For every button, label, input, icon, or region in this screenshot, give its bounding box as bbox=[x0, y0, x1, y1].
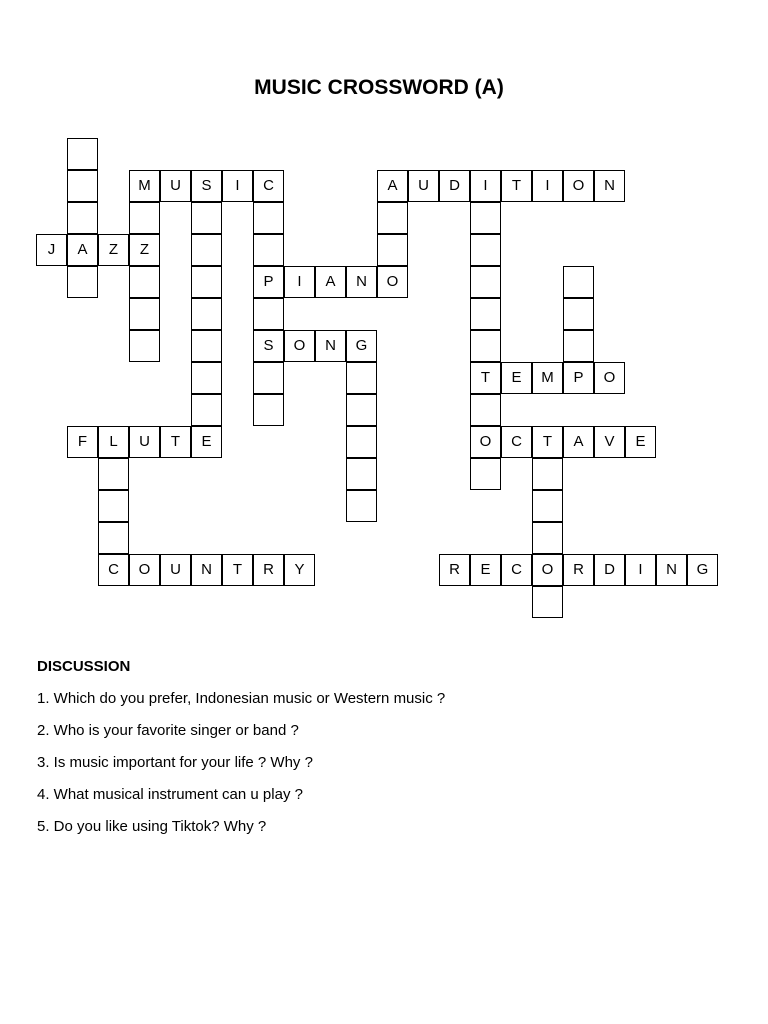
crossword-blank-cell bbox=[346, 362, 377, 394]
crossword-blank-cell bbox=[470, 458, 501, 490]
crossword-letter-cell: U bbox=[129, 426, 160, 458]
crossword-letter-cell: F bbox=[67, 426, 98, 458]
crossword-letter-cell: A bbox=[377, 170, 408, 202]
crossword-letter-cell: U bbox=[160, 170, 191, 202]
crossword-blank-cell bbox=[253, 298, 284, 330]
crossword-letter-cell: P bbox=[563, 362, 594, 394]
crossword-letter-cell: E bbox=[501, 362, 532, 394]
crossword-letter-cell: T bbox=[222, 554, 253, 586]
crossword-blank-cell bbox=[98, 458, 129, 490]
crossword-letter-cell: O bbox=[563, 170, 594, 202]
crossword-blank-cell bbox=[191, 298, 222, 330]
crossword-letter-cell: U bbox=[408, 170, 439, 202]
crossword-letter-cell: I bbox=[625, 554, 656, 586]
crossword-letter-cell: O bbox=[470, 426, 501, 458]
crossword-blank-cell bbox=[377, 202, 408, 234]
crossword-blank-cell bbox=[563, 266, 594, 298]
crossword-blank-cell bbox=[253, 362, 284, 394]
crossword-letter-cell: A bbox=[563, 426, 594, 458]
crossword-blank-cell bbox=[191, 234, 222, 266]
crossword-blank-cell bbox=[253, 394, 284, 426]
crossword-blank-cell bbox=[253, 234, 284, 266]
crossword-blank-cell bbox=[191, 394, 222, 426]
crossword-letter-cell: R bbox=[563, 554, 594, 586]
crossword-letter-cell: R bbox=[253, 554, 284, 586]
crossword-blank-cell bbox=[470, 298, 501, 330]
crossword-letter-cell: Y bbox=[284, 554, 315, 586]
crossword-blank-cell bbox=[129, 298, 160, 330]
crossword-blank-cell bbox=[67, 170, 98, 202]
crossword-blank-cell bbox=[191, 202, 222, 234]
crossword-letter-cell: C bbox=[253, 170, 284, 202]
crossword-letter-cell: T bbox=[501, 170, 532, 202]
crossword-letter-cell: E bbox=[625, 426, 656, 458]
crossword-blank-cell bbox=[532, 458, 563, 490]
crossword-blank-cell bbox=[470, 394, 501, 426]
crossword-letter-cell: O bbox=[129, 554, 160, 586]
crossword-blank-cell bbox=[253, 202, 284, 234]
crossword-blank-cell bbox=[191, 362, 222, 394]
crossword-letter-cell: O bbox=[377, 266, 408, 298]
crossword-blank-cell bbox=[470, 266, 501, 298]
crossword-blank-cell bbox=[377, 234, 408, 266]
crossword-letter-cell: C bbox=[98, 554, 129, 586]
crossword-letter-cell: M bbox=[129, 170, 160, 202]
crossword-blank-cell bbox=[470, 234, 501, 266]
question-item: 2. Who is your favorite singer or band ? bbox=[37, 722, 299, 739]
crossword-letter-cell: Z bbox=[129, 234, 160, 266]
crossword-blank-cell bbox=[129, 202, 160, 234]
crossword-letter-cell: Z bbox=[98, 234, 129, 266]
crossword-letter-cell: I bbox=[284, 266, 315, 298]
crossword-blank-cell bbox=[67, 266, 98, 298]
crossword-blank-cell bbox=[470, 202, 501, 234]
crossword-blank-cell bbox=[346, 490, 377, 522]
crossword-letter-cell: E bbox=[470, 554, 501, 586]
crossword-blank-cell bbox=[346, 394, 377, 426]
crossword-letter-cell: G bbox=[346, 330, 377, 362]
crossword-letter-cell: L bbox=[98, 426, 129, 458]
question-item: 4. What musical instrument can u play ? bbox=[37, 786, 303, 803]
crossword-letter-cell: D bbox=[594, 554, 625, 586]
crossword-blank-cell bbox=[532, 490, 563, 522]
crossword-letter-cell: J bbox=[36, 234, 67, 266]
question-item: 5. Do you like using Tiktok? Why ? bbox=[37, 818, 267, 835]
crossword-blank-cell bbox=[191, 266, 222, 298]
crossword-letter-cell: P bbox=[253, 266, 284, 298]
question-item: 3. Is music important for your life ? Why ? bbox=[37, 754, 313, 771]
crossword-blank-cell bbox=[98, 490, 129, 522]
crossword-letter-cell: S bbox=[191, 170, 222, 202]
crossword-letter-cell: D bbox=[439, 170, 470, 202]
crossword-blank-cell bbox=[191, 330, 222, 362]
discussion-questions bbox=[37, 690, 445, 850]
crossword-letter-cell: I bbox=[532, 170, 563, 202]
discussion-heading: DISCUSSION bbox=[37, 658, 131, 675]
crossword-blank-cell bbox=[346, 426, 377, 458]
crossword-blank-cell bbox=[129, 330, 160, 362]
crossword-blank-cell bbox=[563, 330, 594, 362]
crossword-blank-cell bbox=[98, 522, 129, 554]
crossword-letter-cell: I bbox=[470, 170, 501, 202]
crossword-letter-cell: T bbox=[160, 426, 191, 458]
crossword-letter-cell: I bbox=[222, 170, 253, 202]
crossword-letter-cell: E bbox=[191, 426, 222, 458]
crossword-blank-cell bbox=[67, 202, 98, 234]
crossword-letter-cell: U bbox=[160, 554, 191, 586]
crossword-blank-cell bbox=[129, 266, 160, 298]
crossword-letter-cell: O bbox=[532, 554, 563, 586]
crossword-letter-cell: T bbox=[532, 426, 563, 458]
crossword-letter-cell: V bbox=[594, 426, 625, 458]
page-title: MUSIC CROSSWORD (A) bbox=[254, 76, 504, 99]
crossword-letter-cell: N bbox=[191, 554, 222, 586]
crossword-letter-cell: N bbox=[346, 266, 377, 298]
crossword-letter-cell: M bbox=[532, 362, 563, 394]
crossword-blank-cell bbox=[532, 586, 563, 618]
crossword-letter-cell: S bbox=[253, 330, 284, 362]
crossword-letter-cell: A bbox=[67, 234, 98, 266]
crossword-letter-cell: C bbox=[501, 554, 532, 586]
crossword-blank-cell bbox=[532, 522, 563, 554]
crossword-letter-cell: O bbox=[284, 330, 315, 362]
crossword-letter-cell: C bbox=[501, 426, 532, 458]
question-item: 1. Which do you prefer, Indonesian music or Western music ? bbox=[37, 690, 446, 707]
crossword-letter-cell: N bbox=[594, 170, 625, 202]
crossword-blank-cell bbox=[563, 298, 594, 330]
crossword-letter-cell: A bbox=[315, 266, 346, 298]
crossword-letter-cell: G bbox=[687, 554, 718, 586]
crossword-letter-cell: N bbox=[315, 330, 346, 362]
crossword-letter-cell: R bbox=[439, 554, 470, 586]
crossword-blank-cell bbox=[67, 138, 98, 170]
crossword-letter-cell: T bbox=[470, 362, 501, 394]
crossword-letter-cell: O bbox=[594, 362, 625, 394]
crossword-blank-cell bbox=[346, 458, 377, 490]
crossword-blank-cell bbox=[470, 330, 501, 362]
crossword-letter-cell: N bbox=[656, 554, 687, 586]
